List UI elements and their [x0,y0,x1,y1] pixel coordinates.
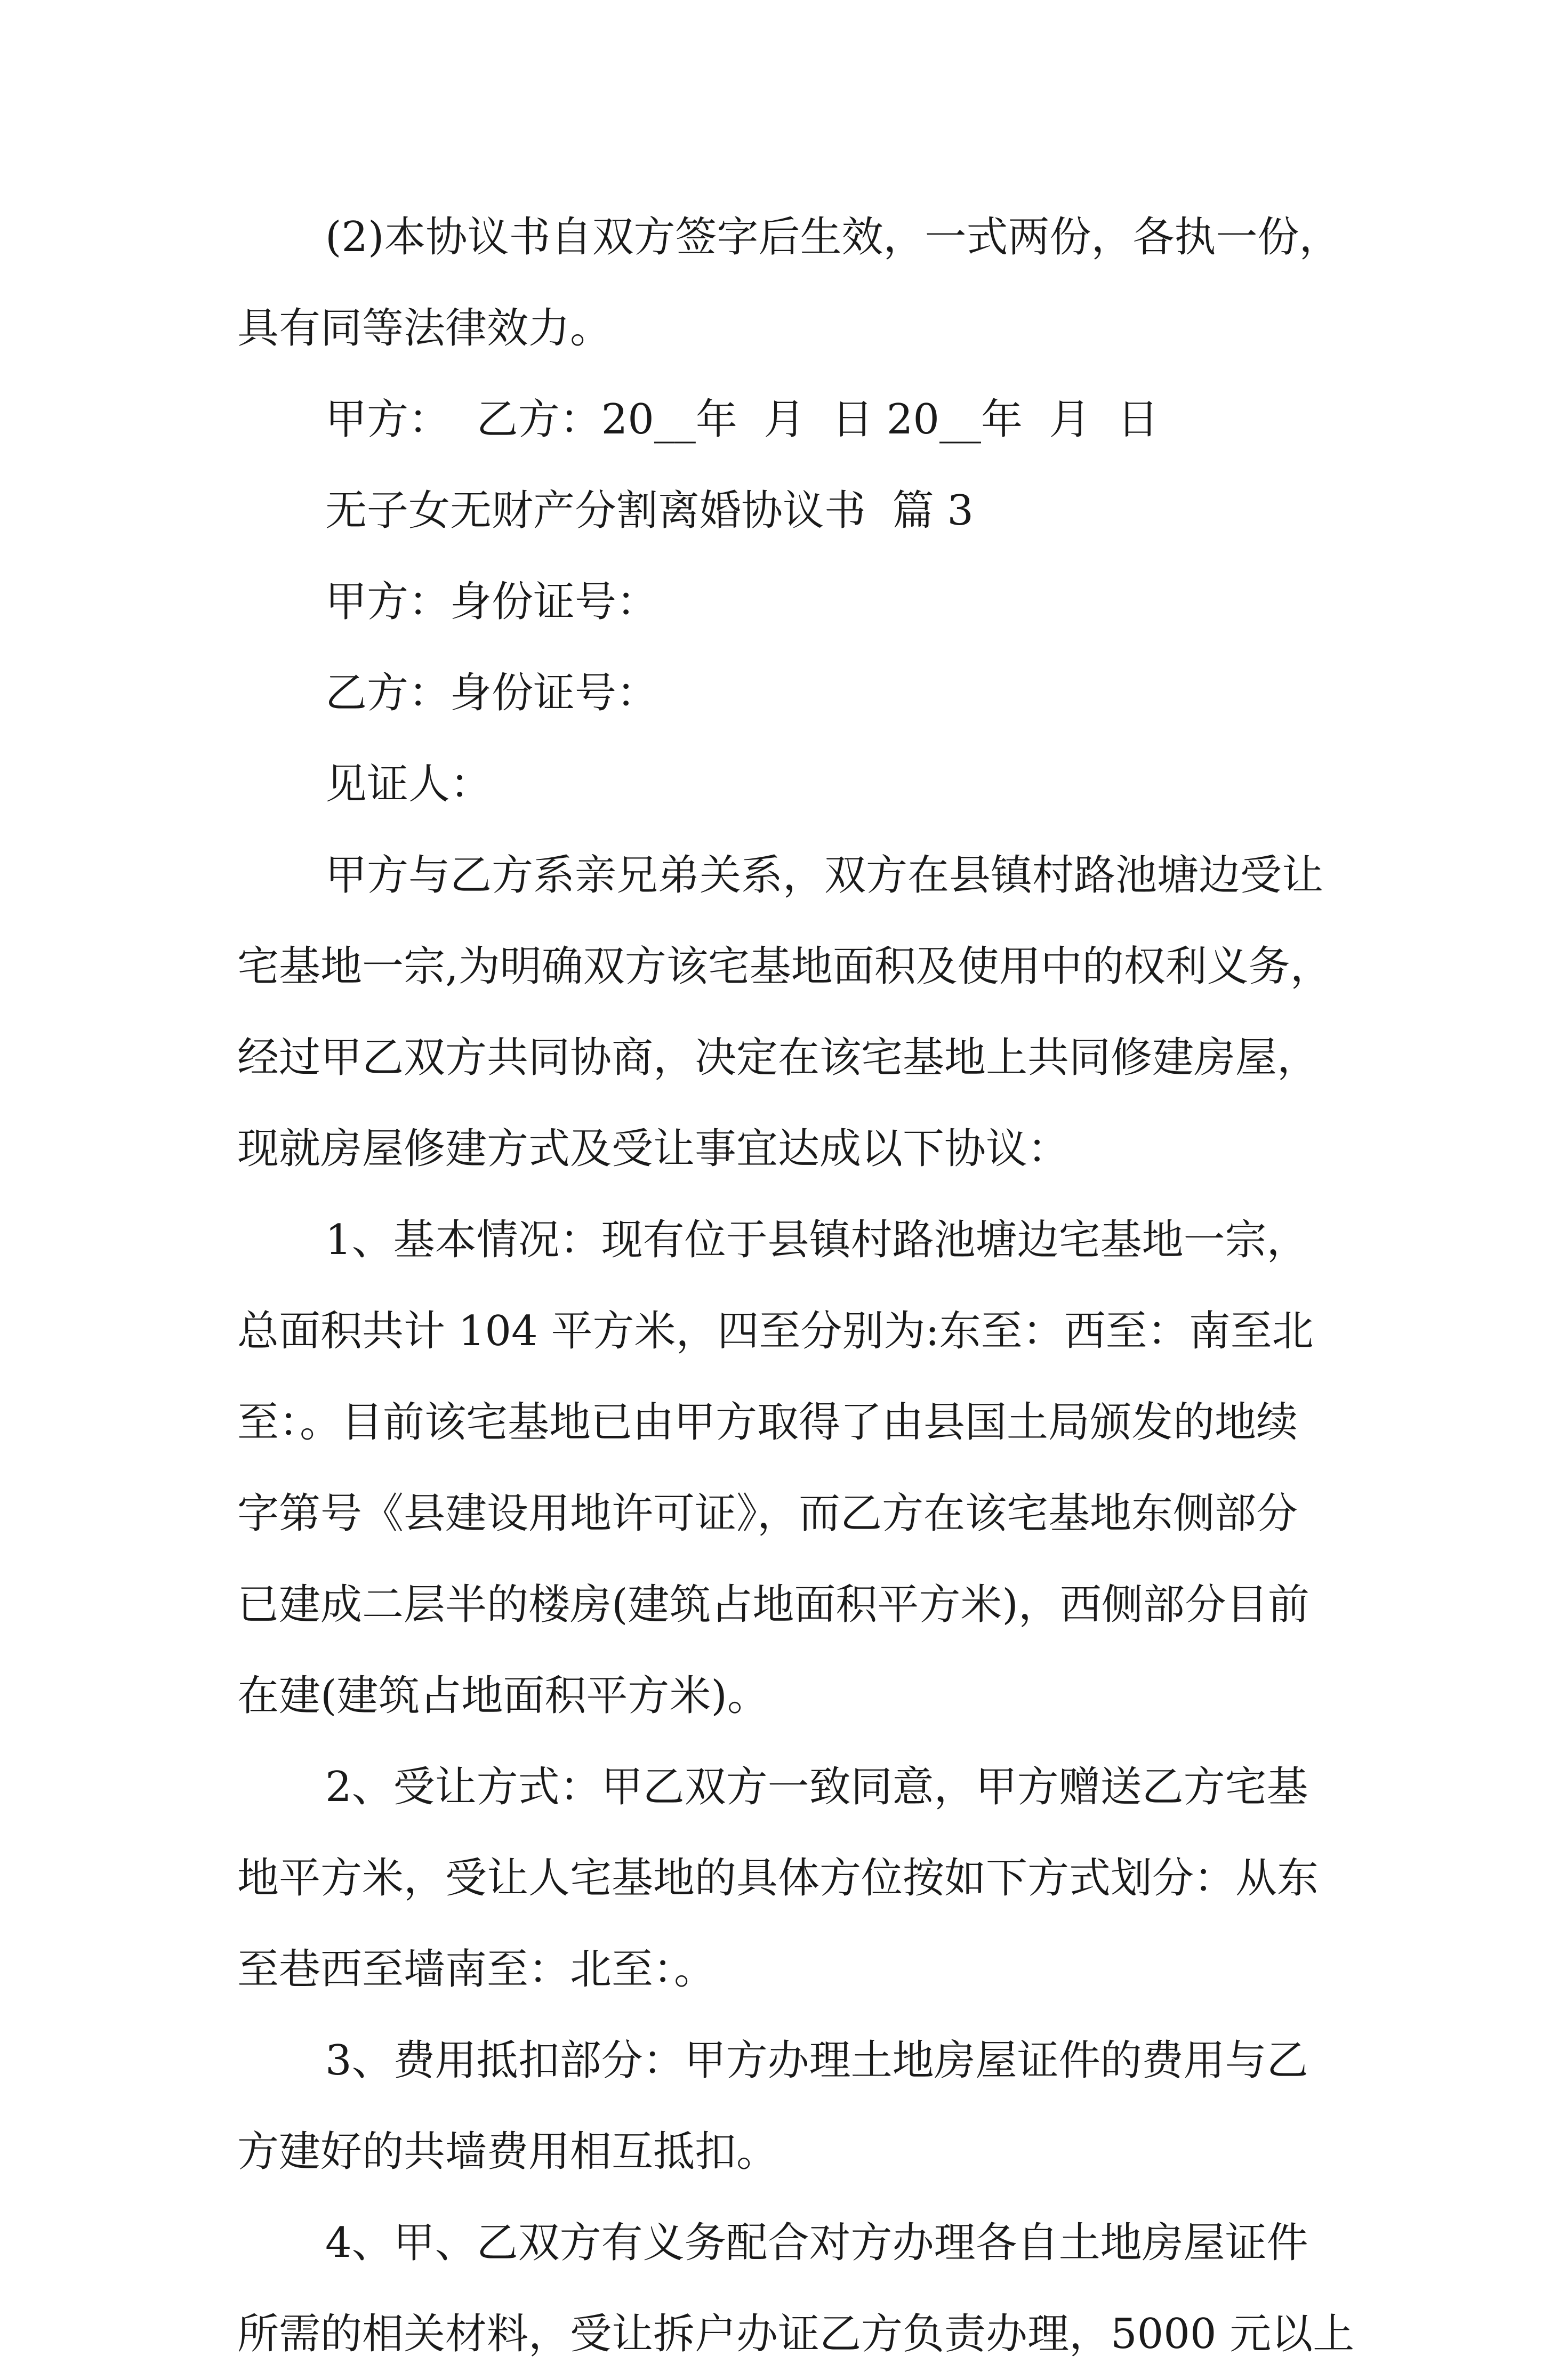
text-line: 地平方米，受让人宅基地的具体方位按如下方式划分：从东 [237,1854,1319,1902]
text-line: 总面积共计 104 平方米，四至分别为:东至：西至：南至北 [237,1307,1314,1355]
clause-1: 1、基本情况：现有位于县镇村路池塘边宅基地一宗， [325,1216,1308,1264]
document-body [237,192,1355,2380]
text-line: 具有同等法律效力。 [237,304,612,352]
text-line: 所需的相关材料，受让拆户办证乙方负责办理，5000 元以上 [237,2310,1355,2358]
text-line: 现就房屋修建方式及受让事宜达成以下协议： [237,1125,1070,1173]
clause-2: 2、受让方式：甲乙双方一致同意，甲方赠送乙方宅基 [325,1763,1308,1811]
text-line: 在建(建筑占地面积平方米)。 [237,1672,769,1720]
clause-4: 4、甲、乙双方有义务配合对方办理各自土地房屋证件 [325,2219,1308,2267]
clause-3: 3、费用抵扣部分：甲方办理土地房屋证件的费用与乙 [325,2037,1308,2085]
signature-date-line: 甲方： 乙方：20__年 月 日 20__年 月 日 [325,396,1159,444]
text-line: 至巷西至墙南至：北至：。 [237,1945,716,1993]
text-line: 已建成二层半的楼房(建筑占地面积平方米)，西侧部分目前 [237,1581,1309,1629]
section-title: 无子女无财产分割离婚协议书 篇 3 [325,487,974,535]
text-line: 方建好的共墙费用相互抵扣。 [237,2128,778,2176]
text-line: 至：。目前该宅基地已由甲方取得了由县国土局颁发的地续 [237,1398,1298,1446]
party-b-id-line: 乙方：身份证号： [325,669,658,717]
text-line: 甲方与乙方系亲兄弟关系，双方在县镇村路池塘边受让 [325,851,1324,899]
text-line: 字第号《县建设用地许可证》，而乙方在该宅基地东侧部分 [237,1490,1298,1538]
text-line: 宅基地一宗,为明确双方该宅基地面积及使用中的权利义务， [237,943,1332,991]
party-a-id-line: 甲方：身份证号： [325,578,658,626]
witness-line: 见证人： [325,760,492,808]
text-line: 经过甲乙双方共同协商，决定在该宅基地上共同修建房屋， [237,1034,1319,1082]
text-line: (2)本协议书自双方签字后生效，一式两份，各执一份， [325,213,1341,261]
